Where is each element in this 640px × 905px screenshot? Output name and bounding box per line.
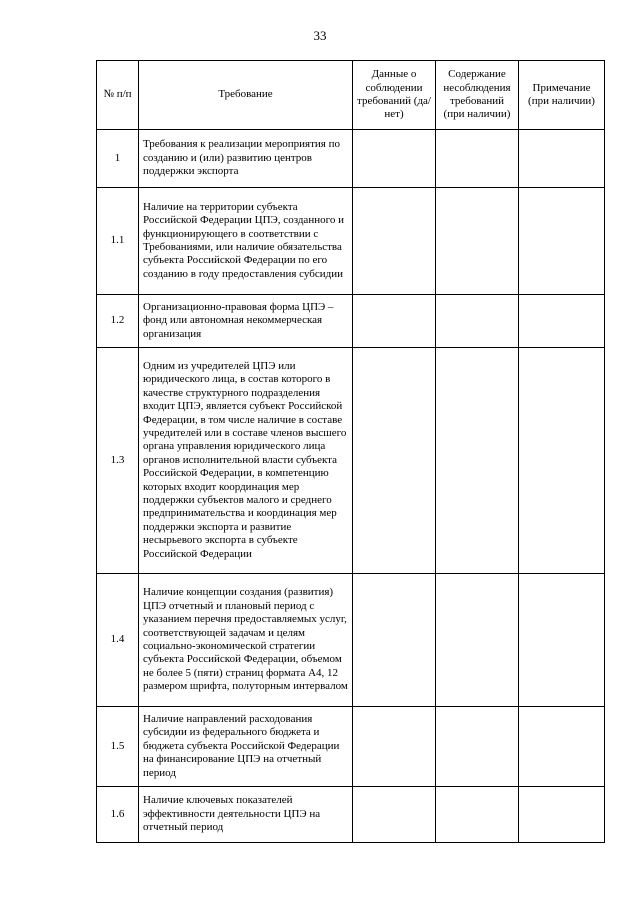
- compliance-cell: [353, 295, 436, 348]
- row-number: 1.2: [97, 295, 139, 348]
- table-row: [97, 348, 605, 574]
- table-row: [97, 707, 605, 787]
- table-header-row: [97, 61, 605, 130]
- row-requirement: Наличие направлений расходования субсидии из федерального бюджета и бюджета субъекта Российской Федерации на финансирование ЦПЭ на отчетный период: [139, 707, 353, 787]
- compliance-cell: [353, 130, 436, 188]
- note-cell: [519, 574, 605, 707]
- row-number: 1.5: [97, 707, 139, 787]
- noncompliance-cell: [436, 188, 519, 295]
- row-number: 1.4: [97, 574, 139, 707]
- compliance-cell: [353, 574, 436, 707]
- row-number: 1: [97, 130, 139, 188]
- row-requirement: Наличие на территории субъекта Российской Федерации ЦПЭ, созданного и функционирующего в соответствии с Требованиями, или наличие обязательства субъекта Российской Федерации по его созданию в году предоставления субсидии: [139, 188, 353, 295]
- table-row: [97, 130, 605, 188]
- compliance-cell: [353, 787, 436, 843]
- header-compliance: Данные о соблюдении требований (да/нет): [353, 61, 436, 130]
- table-row: [97, 574, 605, 707]
- note-cell: [519, 295, 605, 348]
- noncompliance-cell: [436, 348, 519, 574]
- compliance-cell: [353, 188, 436, 295]
- note-cell: [519, 130, 605, 188]
- header-note: Примечание (при наличии): [519, 61, 605, 130]
- compliance-cell: [353, 707, 436, 787]
- note-cell: [519, 707, 605, 787]
- row-requirement: Организационно-правовая форма ЦПЭ – фонд или автономная некоммерческая организация: [139, 295, 353, 348]
- note-cell: [519, 787, 605, 843]
- row-requirement: Требования к реализации мероприятия по созданию и (или) развитию центров поддержки экспорта: [139, 130, 353, 188]
- page-number: 33: [313, 28, 327, 43]
- noncompliance-cell: [436, 707, 519, 787]
- requirements-table: [96, 60, 605, 843]
- header-noncompliance: Содержание несоблюдения требований (при наличии): [436, 61, 519, 130]
- noncompliance-cell: [436, 130, 519, 188]
- noncompliance-cell: [436, 787, 519, 843]
- compliance-cell: [353, 348, 436, 574]
- note-cell: [519, 348, 605, 574]
- row-requirement: Одним из учредителей ЦПЭ или юридического лица, в состав которого в качестве структурного подразделения входит ЦПЭ, является субъект Российской Федерации, в том числе наличие в составе учредителей или в составе членов высшего органа управления юридического лица органов исполнительной власти субъекта Российской Федерации, в компетенцию которых входит координация мер поддержки субъектов малого и среднего предпринимательства и координация мер поддержки экспорта и развитие несырьевого экспорта в субъекте Российской Федерации: [139, 348, 353, 574]
- row-requirement: Наличие концепции создания (развития) ЦПЭ отчетный и плановый период с указанием перечня предоставляемых услуг, соответствующей задачам и целям социально-экономической стратегии субъекта Российской Федерации, объемом не более 5 (пяти) страниц формата А4, 12 размером шрифта, полуторным интервалом: [139, 574, 353, 707]
- row-number: 1.1: [97, 188, 139, 295]
- header-requirement: Требование: [139, 61, 353, 130]
- row-requirement: Наличие ключевых показателей эффективности деятельности ЦПЭ на отчетный период: [139, 787, 353, 843]
- note-cell: [519, 188, 605, 295]
- header-number: № п/п: [97, 61, 139, 130]
- table-row: [97, 188, 605, 295]
- table-row: [97, 787, 605, 843]
- row-number: 1.3: [97, 348, 139, 574]
- noncompliance-cell: [436, 574, 519, 707]
- row-number: 1.6: [97, 787, 139, 843]
- noncompliance-cell: [436, 295, 519, 348]
- table-row: [97, 295, 605, 348]
